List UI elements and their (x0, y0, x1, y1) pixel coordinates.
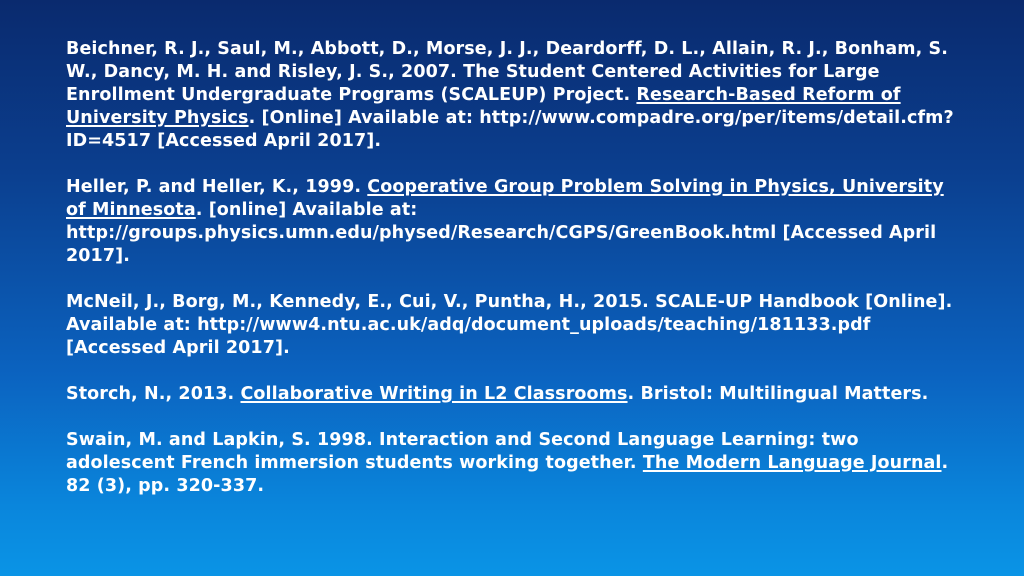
reference-text: . [Online] Available at: http://www.compadre.org/per/items/detail.cfm?ID=4517 [Accessed April 2017]. (66, 108, 954, 151)
reference-beichner (66, 38, 964, 153)
reference-mcneil (66, 291, 964, 360)
reference-heller (66, 176, 964, 268)
reference-text: Heller, P. and Heller, K., 1999. (66, 177, 368, 197)
reference-title-link[interactable]: Cooperative Group Problem Solving in Physics, University of Minnesota (66, 177, 944, 220)
reference-swain (66, 429, 964, 498)
reference-title-link[interactable]: Collaborative Writing in L2 Classrooms (240, 384, 628, 404)
reference-text: Beichner, R. J., Saul, M., Abbott, D., Morse, J. J., Deardorff, D. L., Allain, R. J., Bonham, S. W., Dancy, M. H. and Risley, J. S., 2007. The Student Centered Activities for Large Enrollment Undergraduate Programs (SCALEUP) Project. (66, 39, 949, 105)
reference-text: Swain, M. and Lapkin, S. 1998. Interaction and Second Language Learning: two adolescent French immersion students working together. (66, 430, 859, 473)
reference-text: Storch, N., 2013. (66, 384, 241, 404)
reference-text: . [online] Available at: http://groups.physics.umn.edu/physed/Research/CGPS/GreenBook.html [Accessed April 2017]. (66, 200, 937, 266)
reference-text: McNeil, J., Borg, M., Kennedy, E., Cui, V., Puntha, H., 2015. SCALE-UP Handbook [Online]. Available at: http://www4.ntu.ac.uk/adq/document_uploads/teaching/181133.pdf [Accessed April 2017]. (66, 292, 953, 358)
reference-title-link[interactable]: Research-Based Reform of University Physics (66, 85, 901, 128)
reference-text: . Bristol: Multilingual Matters. (627, 384, 929, 404)
reference-title-link[interactable]: The Modern Language Journal (642, 453, 942, 473)
reference-text: . 82 (3), pp. 320-337. (66, 453, 949, 496)
reference-storch (66, 383, 964, 406)
